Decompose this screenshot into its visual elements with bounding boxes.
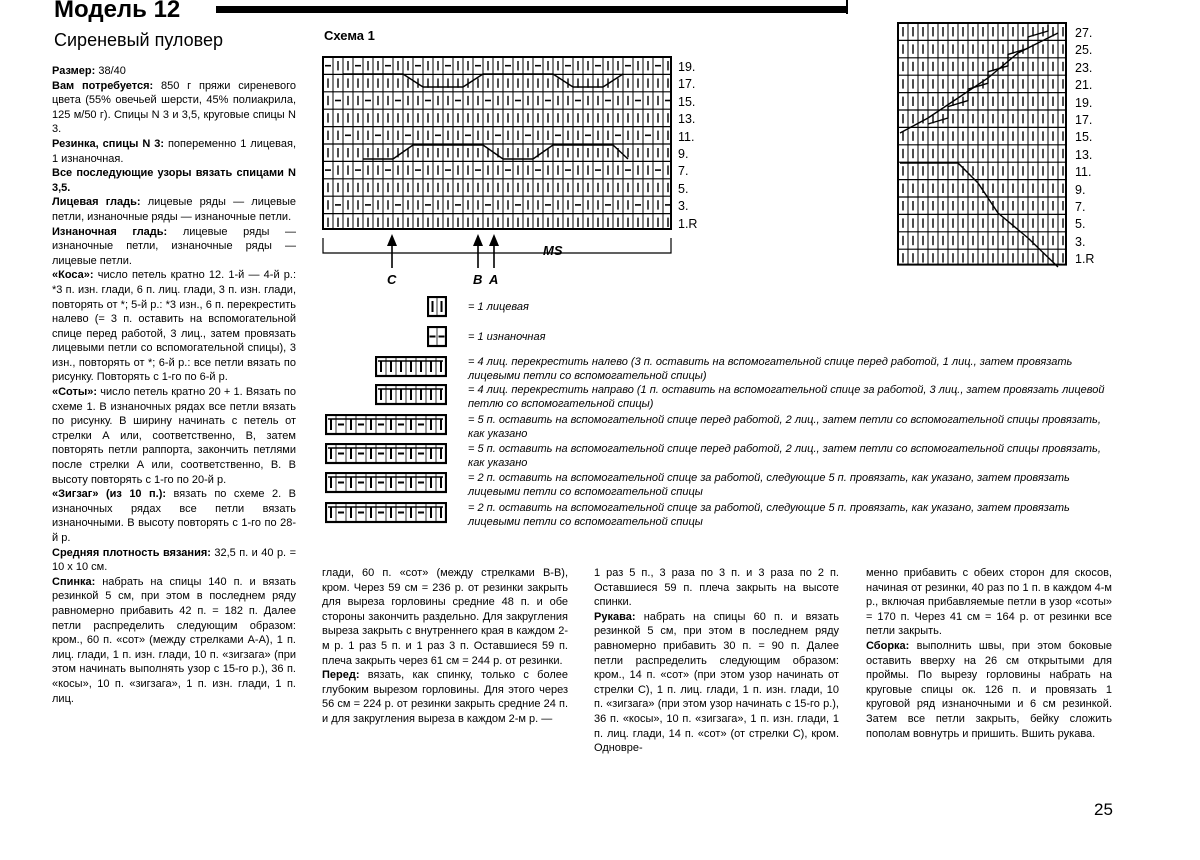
- scheme2-chart: [897, 22, 1073, 270]
- scheme2-row-label: 15.: [1075, 130, 1093, 145]
- paragraph: [52, 487, 296, 545]
- paragraph-text: выполнить швы, при этом боковые оставить вверху на 26 см открытыми для проймы. По вырезу горловины набрать на круговые спицы ок. 126 п. и провязать 1 круговой ряд изнаночными и 6 см резинкой. Затем все петли закрыть, бейку сложить пополам вовнутрь и пришить. Вшить рукава.: [866, 639, 1112, 740]
- scheme2-row-label: 1.R: [1075, 252, 1095, 267]
- scheme1-row-label: 13.: [678, 112, 696, 127]
- paragraph-heading: Перед:: [322, 669, 360, 682]
- paragraph: [52, 79, 296, 137]
- paragraph-text: 850 г пряжи сиреневого цвета (55% овечьей шерсти, 45% полиакрила, 125 м/50 г). Спицы N 3 и 3,5, круговые спицы N 3.: [52, 79, 296, 136]
- arrow-a-head: [489, 234, 499, 246]
- paragraph: [52, 137, 296, 166]
- arrow-c-head: [387, 234, 397, 246]
- scheme1-row-label: 17.: [678, 77, 696, 92]
- legend-symbol-cable7b: [325, 443, 447, 465]
- scheme2-row-label: 23.: [1075, 60, 1093, 75]
- title-rule: [216, 6, 846, 13]
- paragraph-heading: Лицевая гладь:: [52, 196, 141, 209]
- legend-text: = 4 лиц. перекрестить направо (1 п. оставить на вспомогательной спице за работой, 3 лиц., затем провязать лицевой петлю со вспомогательной спицы): [468, 384, 1105, 410]
- paragraph-heading: «Коса»:: [52, 269, 94, 282]
- paragraph: [52, 195, 296, 224]
- paragraph: [322, 566, 568, 668]
- paragraph: [52, 225, 296, 269]
- paragraph-heading: Спинка:: [52, 575, 96, 588]
- paragraph-text: набрать на спицы 140 п. и вязать резинкой 5 см, при этом в последнем ряду равномерно прибавить 42 п. = 182 п. Далее петли распределить следующим образом: кром., 60 п. «сот» (между стрелками А-А), 1 п. лиц. глади, 1 п. изн. глади, 10 п. «зигзага» (при этом начинать выполнять узор с 15-го р.), 36 п. «косы», 10 п. «зигзага», 1 п. изн. глади, 1 п. лиц.: [52, 575, 296, 705]
- legend-symbol-purl: [427, 326, 447, 348]
- scheme2-row-label: 9.: [1075, 182, 1086, 197]
- subtitle: Сиреневый пуловер: [54, 30, 224, 50]
- scheme2-row-label: 13.: [1075, 147, 1093, 162]
- scheme2-row-label: 7.: [1075, 200, 1086, 214]
- scheme2-row-label: 27.: [1075, 26, 1093, 40]
- paragraph-heading: Изнаночная гладь:: [52, 225, 168, 238]
- paragraph-text: лицевые ряды — лицевые петли, изнаночные ряды — изнаночные петли.: [52, 196, 297, 223]
- scheme1-row-label: 7.: [678, 164, 689, 179]
- paragraph-text: вязать по схеме 2. В изнаночных рядах все петли вязать изнаночными. В высоту повторять с 1-го по 28-й р.: [52, 488, 296, 544]
- paragraph-heading: Средняя плотность вязания:: [52, 546, 211, 559]
- paragraph-text: число петель кратно 20 + 1. Вязать по схеме 1. В изнаночных рядах все петли вязать по рисунку. В ширину начинать с петель от стрелки А или, соответственно, В, затем повторять петли раппорта, закончить петлями после стрелки А или, соответственно, В. В высоту повторять с 1-го по 20-й р.: [52, 386, 296, 486]
- text-column-2: [322, 566, 568, 727]
- paragraph: [52, 546, 296, 575]
- paragraph-text: лицевые ряды — изнаночные петли, изнаночные ряды — лицевые петли.: [52, 225, 297, 267]
- paragraph: [594, 610, 839, 756]
- paragraph: [322, 668, 568, 726]
- legend-text: = 5 п. оставить на вспомогательной спице перед работой, 2 лиц., затем петли со вспомогательной спицы провязать, как указано: [468, 443, 1101, 469]
- text-column-1: [52, 64, 296, 706]
- scheme1-row-label: 19.: [678, 60, 696, 74]
- legend-text: = 1 лицевая: [468, 301, 529, 313]
- paragraph-text: вязать, как спинку, только с более глубоким вырезом горловины. Для этого через 56 см = 224 р. от резинки закрыть средние 24 п. и для закругления выреза в каждом 2-м р. —: [322, 669, 568, 725]
- legend-text: = 4 лиц. перекрестить налево (3 п. оставить на вспомогательной спице перед работой, 1 лиц., затем провязать лицевыми петли со вспомогательной спицы): [468, 356, 1073, 382]
- legend-symbol-cable7c: [325, 472, 447, 494]
- paragraph: [866, 639, 1112, 741]
- scheme1-frame: [323, 57, 671, 229]
- paragraph-text: 1 раз 5 п., 3 раза по 3 п. и 3 раза по 2 п. Оставшиеся 59 п. плеча закрыть на высоте спинки.: [594, 567, 839, 609]
- paragraph: [594, 566, 839, 610]
- scheme2-row-label: 11.: [1075, 165, 1092, 180]
- paragraph-text: глади, 60 п. «сот» (между стрелками В-В), кром. Через 59 см = 236 р. от резинки закрыть для выреза горловины средние 48 п. и обе стороны закончить раздельно. Для закругления выреза закрыть с внутреннего края в каждом 2-м р. 1 раз 5 п. и 1 раз 3 п. Оставшиеся 59 п. плеча закрыть через 61 см = 244 р. от резинки.: [322, 567, 568, 667]
- scheme2-row-label: 21.: [1075, 78, 1093, 93]
- scheme1-row-label: 3.: [678, 199, 689, 214]
- legend-symbol-cable4r: [375, 384, 447, 406]
- scheme1-row-label: 11.: [678, 129, 695, 144]
- scheme1-row-label: 9.: [678, 147, 689, 161]
- paragraph: [52, 385, 296, 487]
- text-column-4: [866, 566, 1112, 741]
- legend-text: = 5 п. оставить на вспомогательной спице перед работой, 2 лиц., затем петли со вспомогательной спицы провязать, как указано: [468, 414, 1101, 440]
- legend-text: = 2 п. оставить на вспомогательной спице за работой, следующие 5 п. провязать, как указано, затем провязать лицевыми петли со вспомогательной спицы: [468, 502, 1070, 528]
- paragraph: [52, 268, 296, 385]
- paragraph-heading: Вам потребуется:: [52, 79, 154, 92]
- legend-text: = 1 изнаночная: [468, 331, 546, 343]
- legend-text: = 2 п. оставить на вспомогательной спице за работой, следующие 5 п. провязать, как указано, затем провязать лицевыми петли со вспомогательной спицы: [468, 472, 1070, 498]
- paragraph-heading: «Соты»:: [52, 386, 98, 399]
- paragraph-heading: Размер:: [52, 65, 96, 77]
- scheme1-title: Схема 1: [324, 28, 375, 43]
- paragraph-text: число петель кратно 12. 1-й — 4-й р.: *3 п. изн. глади, 6 п. лиц. глади, 3 п. изн. глади, повторять от *; 5-й р.: *3 изн., 6 п. перекрестить налево (= 3 п. оставить на вспомогательной спице перед работой, 3 лиц., затем провязать лицевыми петли со вспомогательной спицы), 3 изн., повторять от *; 6-й р.: все петли вязать по рисунку. Повторять с 1-го по 6-й р.: [52, 269, 296, 384]
- paragraph-text: менно прибавить с обеих сторон для скосов, начиная от резинки, 40 раз по 1 п. в каждом 4-м р., включая прибавляемые петли в узор «соты» = 170 п. Через 41 см = 164 р. от резинки все петли закрыть.: [866, 567, 1112, 638]
- legend-symbol-cable7a: [325, 414, 447, 436]
- model-title: Модель 12: [54, 0, 181, 23]
- scheme2-frame: [898, 23, 1066, 265]
- paragraph-heading: Сборка:: [866, 639, 910, 652]
- legend-symbol-cable7d: [325, 502, 447, 524]
- paragraph: [52, 166, 296, 195]
- scheme2-row-label: 3.: [1075, 234, 1086, 249]
- paragraph-text: попеременно 1 лицевая, 1 изнаночная.: [52, 137, 297, 165]
- ms-label: MS: [543, 243, 563, 258]
- scheme2-row-label: 17.: [1075, 113, 1093, 127]
- arrow-b-label: B: [473, 272, 483, 287]
- title-rule-end: [846, 0, 848, 14]
- paragraph-text: 38/40: [95, 65, 126, 77]
- paragraph: [866, 566, 1112, 639]
- legend-symbol-knit: [427, 296, 447, 318]
- scheme2-row-label: 19.: [1075, 95, 1093, 110]
- paragraph: [52, 64, 296, 79]
- paragraph-heading: Резинка, спицы N 3:: [52, 137, 164, 150]
- arrow-c-label: C: [387, 272, 397, 287]
- paragraph: [52, 575, 296, 706]
- paragraph-heading: Рукава:: [594, 610, 636, 623]
- arrow-a-label: A: [489, 272, 499, 287]
- scheme1-row-label: 1.R: [678, 216, 698, 231]
- scheme2-row-label: 5.: [1075, 217, 1086, 232]
- scheme2-row-label: 25.: [1075, 43, 1093, 58]
- scheme1-row-label: 5.: [678, 181, 689, 196]
- paragraph-heading: Все последующие узоры вязать спицами N 3,5.: [52, 167, 296, 194]
- text-column-3: [594, 566, 839, 756]
- paragraph-text: набрать на спицы 60 п. и вязать резинкой 5 см, при этом в последнем ряду равномерно прибавить 30 п. = 90 п. Далее петли распределить следующим образом: кром., 14 п. «сот» (при этом узор начинать от стрелки С), 1 п. лиц. глади, 1 п. изн. глади, 10 п. «зигзага» (при этом узор начинать с 15-го р.), 36 п. «косы», 10 п. «зигзага», 1 п. изн. глади, 1 п. лиц. глади, 14 п. «сот» (от стрелки С), кром. Одновре-: [594, 610, 839, 755]
- scheme1-row-label: 15.: [678, 94, 696, 109]
- page-number: 25: [1094, 800, 1113, 819]
- legend-symbol-cable4l: [375, 356, 447, 378]
- scheme1-chart: [322, 56, 672, 232]
- paragraph-heading: «Зигзаг» (из 10 п.):: [52, 488, 167, 501]
- arrow-b-head: [473, 234, 483, 246]
- paragraph-text: 32,5 п. и 40 р. = 10 х 10 см.: [52, 546, 296, 574]
